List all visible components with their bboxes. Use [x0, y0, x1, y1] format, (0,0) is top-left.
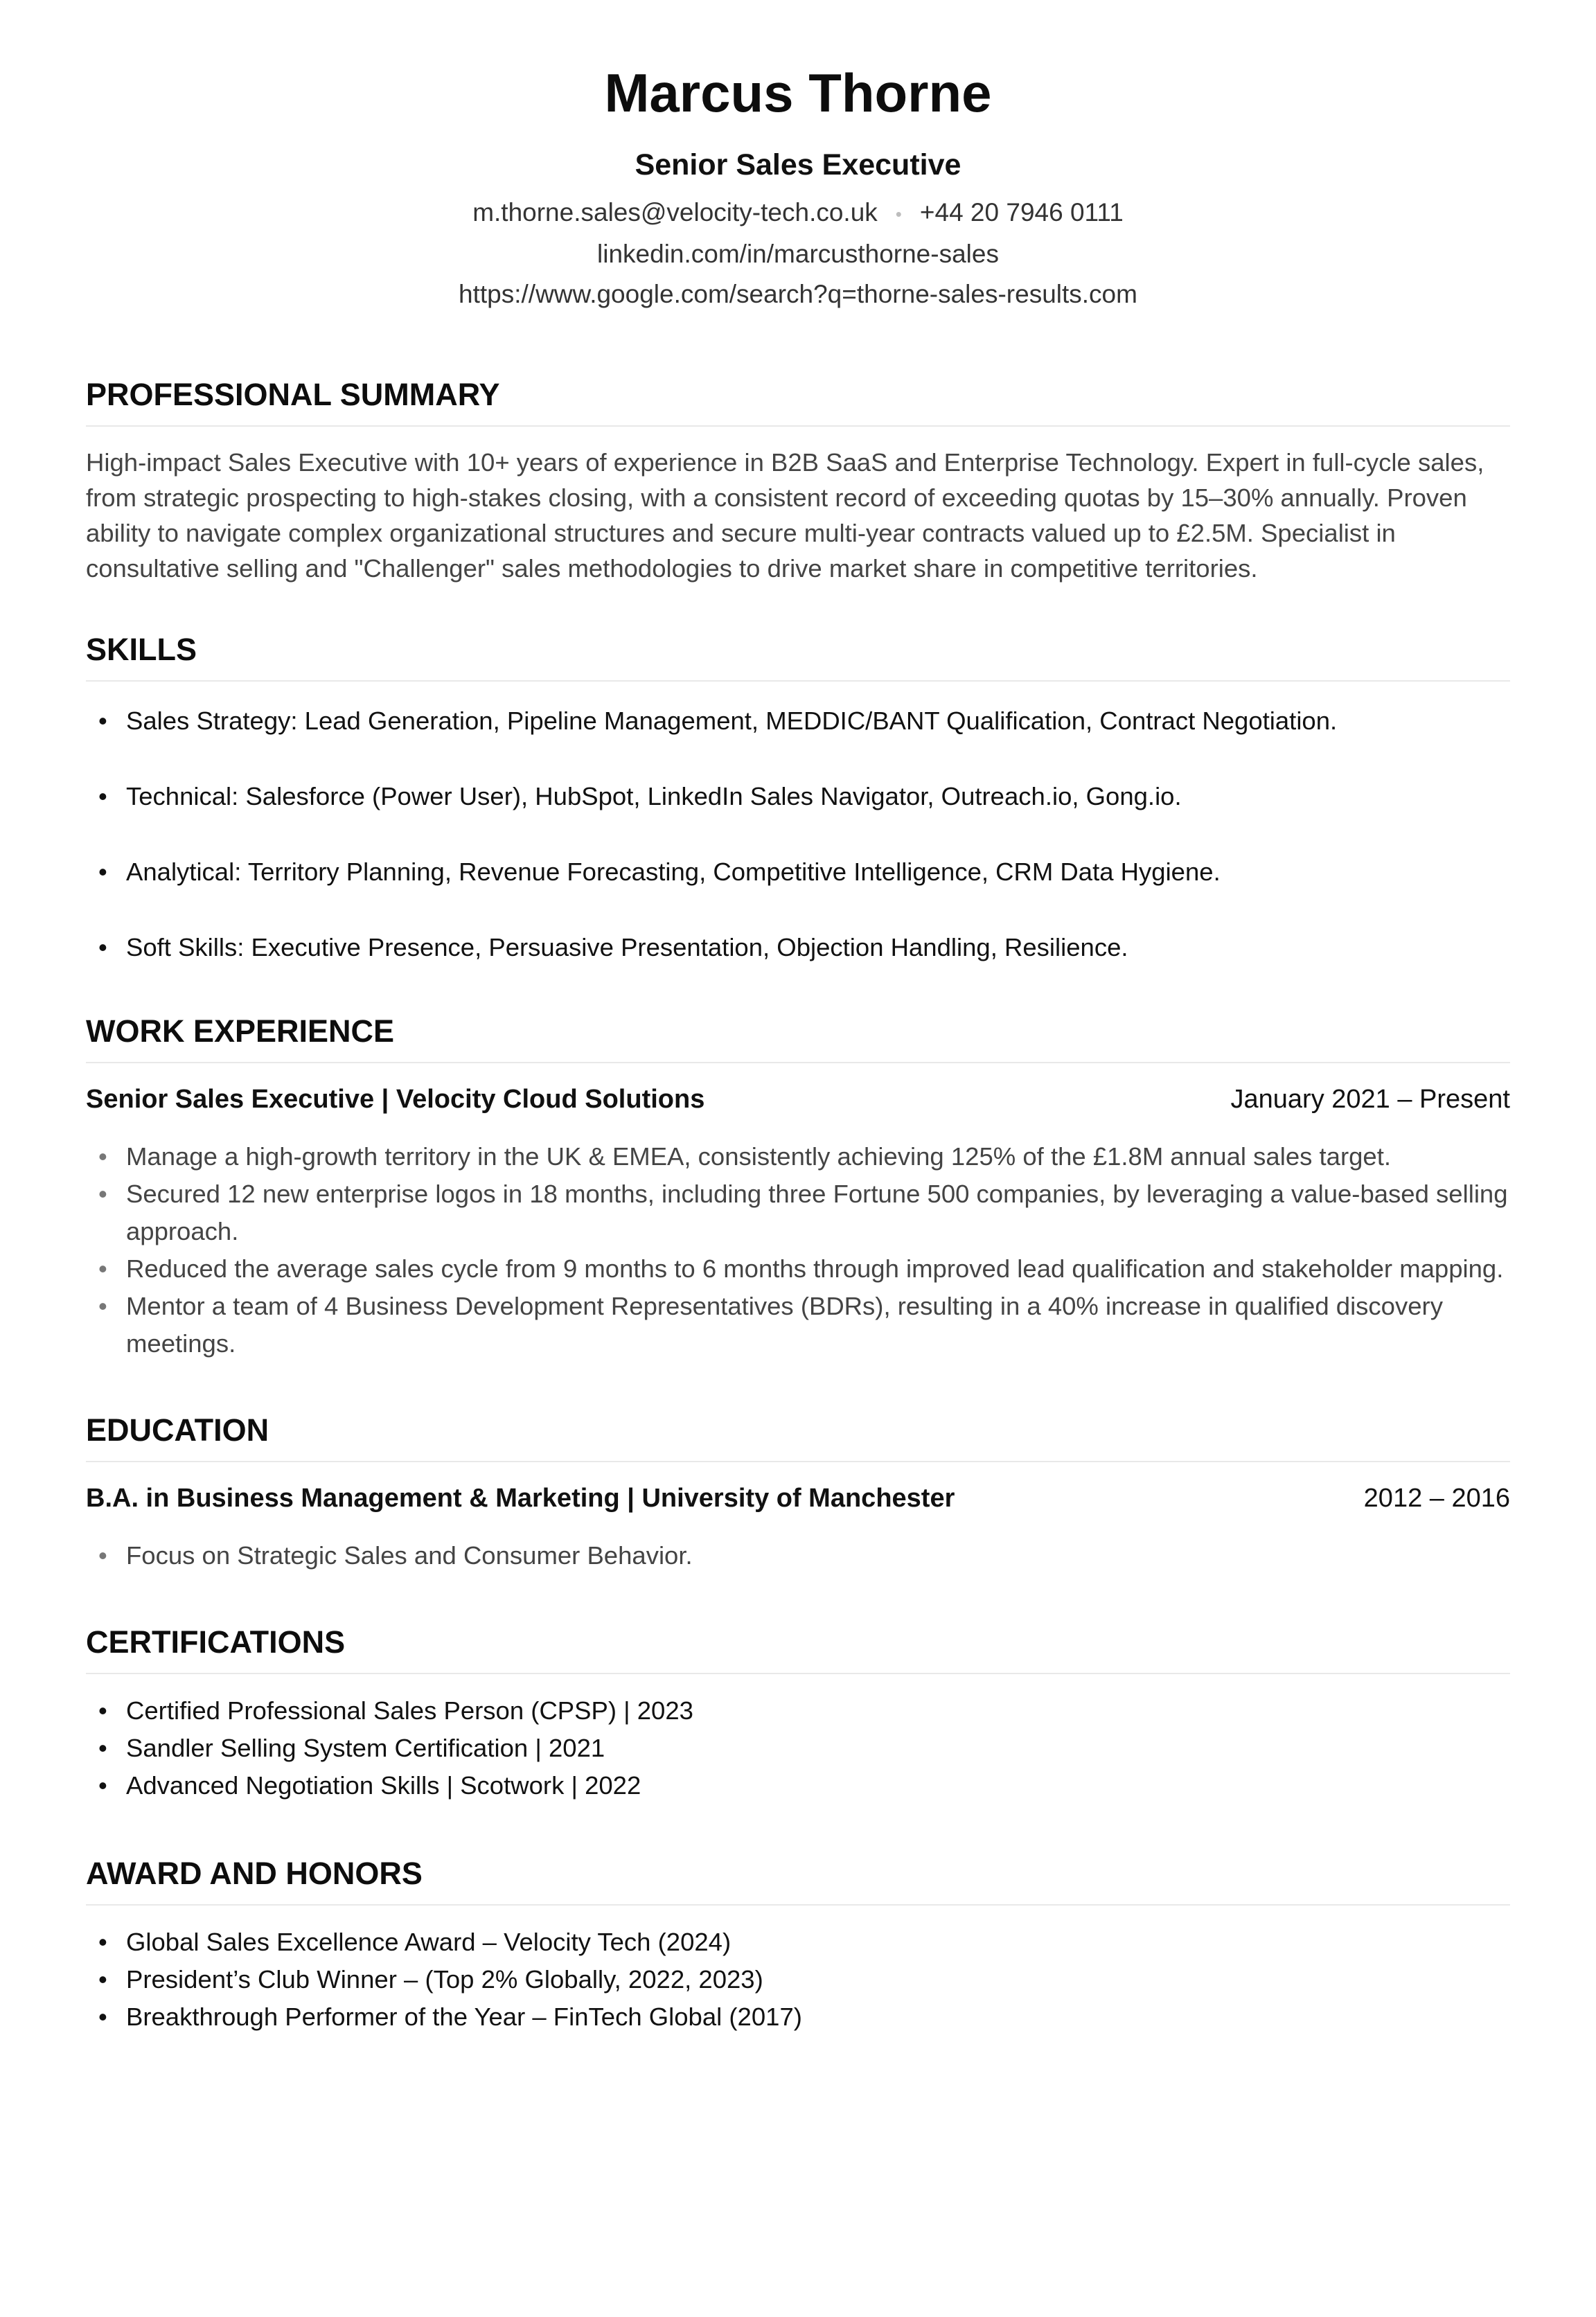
certification-item: • Sandler Selling System Certification | 2021 [86, 1730, 1510, 1767]
skills-heading: SKILLS [86, 629, 1510, 682]
award-item: • President’s Club Winner – (Top 2% Globally, 2022, 2023) [86, 1961, 1510, 1998]
experience-heading: WORK EXPERIENCE [86, 1011, 1510, 1063]
skills-list [86, 702, 1510, 966]
phone-number: +44 20 7946 0111 [919, 198, 1124, 227]
awards-list [86, 1924, 1510, 2036]
email-link[interactable]: m.thorne.sales@velocity-tech.co.uk [472, 198, 878, 227]
job-role: Senior Sales Executive | Velocity Cloud Solutions [86, 1085, 705, 1115]
job-bullet: • Reduced the average sales cycle from 9 months to 6 months through improved lead qualification and stakeholder mapping. [86, 1250, 1510, 1288]
job-entry-header [86, 1080, 1510, 1119]
candidate-title: Senior Sales Executive [635, 148, 961, 181]
candidate-name: Marcus Thorne [604, 62, 992, 123]
job-bullet: • Secured 12 new enterprise logos in 18 months, including three Fortune 500 companies, by leveraging a value-based selling approach. [86, 1175, 1510, 1250]
job-bullet: • Manage a high-growth territory in the UK & EMEA, consistently achieving 125% of the £1.8M annual sales target. [86, 1138, 1510, 1175]
summary-text: High-impact Sales Executive with 10+ years of experience in B2B SaaS and Enterprise Technology. Expert in full-cycle sales, from strategic prospecting to high-stakes closing, with a consistent record of exceeding quotas by 15–30% annually. Proven ability to navigate complex organizational structures and secure multi-year contracts valued up to £2.5M. Specialist in consultative selling and "Challenger" sales methodologies to drive market share in competitive territories. [86, 448, 1484, 583]
experience-section [86, 1011, 1510, 1362]
job-bullet: • Mentor a team of 4 Business Development Representatives (BDRs), resulting in a 40% increase in qualified discovery meetings. [86, 1288, 1510, 1362]
awards-heading: AWARD AND HONORS [86, 1853, 1510, 1906]
resume-header [86, 0, 1510, 314]
skill-item: • Sales Strategy: Lead Generation, Pipeline Management, MEDDIC/BANT Qualification, Contract Negotiation. [86, 702, 1510, 740]
linkedin-link[interactable]: linkedin.com/in/marcusthorne-sales [597, 240, 999, 269]
summary-heading: PROFESSIONAL SUMMARY [86, 374, 1510, 427]
education-dates: 2012 – 2016 [1363, 1484, 1510, 1513]
website-link[interactable]: https://www.google.com/search?q=thorne-sales-results.com [459, 280, 1137, 309]
awards-section [86, 1853, 1510, 2036]
job-bullets [86, 1138, 1510, 1362]
certifications-section [86, 1622, 1510, 1804]
certification-item: • Advanced Negotiation Skills | Scotwork | 2022 [86, 1767, 1510, 1804]
skills-section [86, 629, 1510, 966]
award-item: • Breakthrough Performer of the Year – FinTech Global (2017) [86, 1998, 1510, 2036]
contact-line-primary [86, 193, 1510, 234]
education-bullet: • Focus on Strategic Sales and Consumer Behavior. [86, 1537, 1510, 1574]
certification-item: • Certified Professional Sales Person (CPSP) | 2023 [86, 1692, 1510, 1730]
job-dates: January 2021 – Present [1230, 1085, 1510, 1115]
education-section [86, 1410, 1510, 1574]
separator-dot: • [895, 204, 902, 225]
skill-item: • Soft Skills: Executive Presence, Persuasive Presentation, Objection Handling, Resilience. [86, 929, 1510, 966]
education-entry-header [86, 1479, 1510, 1518]
degree-title: B.A. in Business Management & Marketing | University of Manchester [86, 1484, 955, 1513]
skill-item: • Technical: Salesforce (Power User), HubSpot, LinkedIn Sales Navigator, Outreach.io, Gong.io. [86, 778, 1510, 815]
skill-item: • Analytical: Territory Planning, Revenue Forecasting, Competitive Intelligence, CRM Data Hygiene. [86, 853, 1510, 891]
education-heading: EDUCATION [86, 1410, 1510, 1462]
education-bullets [86, 1537, 1510, 1574]
certifications-list [86, 1692, 1510, 1804]
award-item: • Global Sales Excellence Award – Velocity Tech (2024) [86, 1924, 1510, 1961]
summary-section [86, 374, 1510, 586]
certifications-heading: CERTIFICATIONS [86, 1622, 1510, 1674]
